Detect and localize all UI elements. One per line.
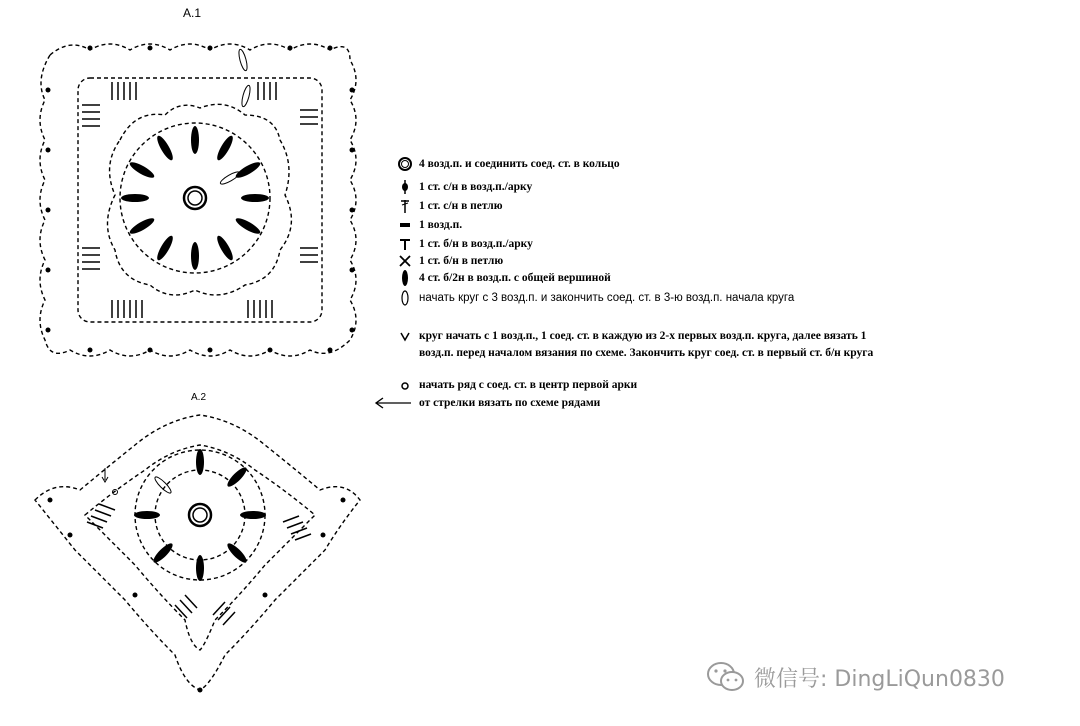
legend-item	[395, 236, 533, 252]
arrow-left-icon	[373, 396, 413, 410]
chart-a2-title: A.2	[191, 392, 207, 403]
cluster-icon	[395, 270, 415, 286]
watermark-text: 微信号: DingLiQun0830	[754, 666, 1005, 692]
legend-text: 1 ст. с/н в возд.п./арку	[419, 181, 533, 193]
legend-item	[395, 198, 502, 214]
wechat-icon	[706, 660, 746, 694]
chain-icon	[395, 217, 415, 233]
legend-text: начать круг с 3 возд.п. и закончить соед. ст. в 3-ю возд.п. начала круга	[419, 292, 795, 304]
legend-text: круг начать с 1 возд.п., 1 соед. ст. в каждую из 2-х первых возд.п. круга, далее вязать 1	[419, 330, 867, 342]
legend-item	[395, 377, 637, 393]
legend-item	[395, 290, 794, 306]
legend-text: 1 ст. б/н в возд.п./арку	[419, 238, 533, 250]
legend-item	[395, 328, 866, 344]
dc-in-loop-icon	[395, 198, 415, 214]
sc-in-arch-icon	[395, 236, 415, 252]
legend-text: начать ряд с соед. ст. в центр первой арки	[419, 379, 638, 391]
legend-text: 4 ст. б/2н в возд.п. с общей вершиной	[419, 272, 611, 284]
legend-item	[395, 156, 620, 172]
legend-text: 1 возд.п.	[419, 219, 463, 231]
legend-item	[395, 179, 532, 195]
legend-item	[395, 253, 503, 269]
legend-item	[395, 270, 611, 286]
legend-item	[395, 345, 873, 361]
chart-a1	[30, 30, 370, 370]
legend-text: 1 ст. с/н в петлю	[419, 200, 503, 212]
v-icon	[395, 328, 415, 344]
small-circle-icon	[395, 377, 415, 393]
watermark	[706, 660, 1005, 694]
legend-text: от стрелки вязать по схеме рядами	[419, 397, 601, 409]
chart-a1-title: A.1	[183, 6, 202, 20]
dc-in-arch-icon	[395, 179, 415, 195]
legend-item	[395, 217, 462, 233]
chart-a2	[25, 400, 370, 700]
legend-item	[395, 395, 600, 411]
ring-icon	[395, 156, 415, 172]
legend-text: 1 ст. б/н в петлю	[419, 255, 504, 267]
round-start-icon	[395, 290, 415, 306]
sc-in-loop-icon	[395, 253, 415, 269]
legend-text: возд.п. перед началом вязания по схеме. Закончить круг соед. ст. в первый ст. б/н круга	[419, 347, 874, 359]
legend-text: 4 возд.п. и соединить соед. ст. в кольцо	[419, 158, 620, 170]
